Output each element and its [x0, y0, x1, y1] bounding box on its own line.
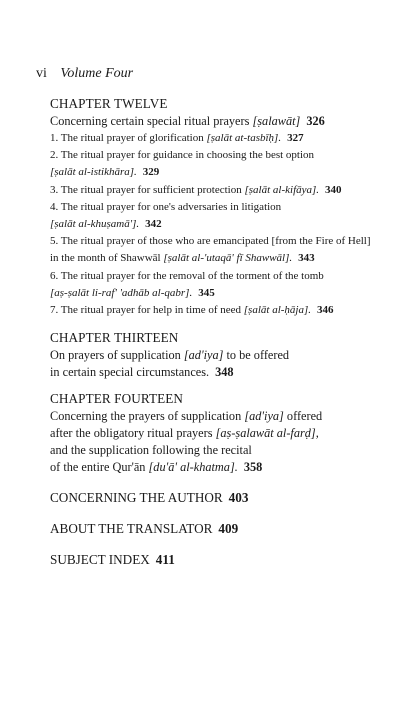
toc-entry-continuation — [50, 164, 400, 181]
entry-term: [du'ā' al-khatma]. — [148, 460, 238, 475]
entry-term: [ṣalāt al-'utaqā' fī Shawwāl]. — [163, 252, 293, 265]
page-number: 326 — [306, 114, 325, 128]
entry-text: in certain special circumstances. — [50, 365, 210, 380]
entry-term: [ad'iya] — [183, 348, 224, 363]
toc-index — [50, 551, 400, 569]
toc-entry-continuation — [50, 285, 400, 302]
entry-term: [ad'iya] — [244, 409, 284, 424]
toc-entry-continuation — [50, 216, 400, 233]
page-number: 409 — [218, 521, 239, 537]
entry-text: ABOUT THE TRANSLATOR — [50, 521, 213, 537]
chapter-heading: CHAPTER TWELVE — [50, 96, 168, 111]
page-folio: vi — [36, 66, 47, 81]
entry-text: SUBJECT INDEX — [50, 552, 150, 568]
entry-text: Concerning the prayers of supplication — [50, 409, 245, 424]
page-number: 346 — [317, 304, 334, 317]
entry-text: after the obligatory ritual prayers — [50, 426, 216, 441]
entry-text: and the supplication following the recital — [50, 443, 252, 458]
entry-text: 1. The ritual prayer of glorification — [50, 132, 207, 144]
volume-title: Volume Four — [60, 66, 134, 81]
entry-text: 5. The ritual prayer of those who are emancipated [from the Fire of Hell] — [50, 235, 371, 248]
toc-entry — [50, 268, 400, 285]
toc-entry — [50, 130, 400, 147]
entry-text: offered — [283, 409, 323, 424]
running-head — [36, 66, 133, 82]
page-number: 340 — [325, 183, 342, 196]
page-number: 345 — [198, 286, 215, 299]
toc-entry — [50, 302, 400, 319]
toc-entry-continuation — [50, 459, 400, 476]
toc-entry — [50, 347, 400, 364]
page-number: 348 — [215, 365, 234, 380]
entry-term: [ṣalāt al-kifāya]. — [244, 183, 320, 196]
page-number: 358 — [243, 460, 263, 475]
toc-entry — [50, 199, 400, 216]
entry-text: of the entire Qur'ān — [50, 460, 149, 475]
toc-entry — [50, 408, 400, 425]
page-number: 327 — [287, 132, 304, 144]
entry-text: 6. The ritual prayer for the removal of the torment of the tomb — [50, 269, 324, 282]
toc-entry-continuation — [50, 250, 400, 267]
toc-entry-continuation — [50, 425, 400, 442]
page-number: 343 — [298, 252, 315, 265]
chapter-thirteen — [50, 329, 400, 381]
page-number: 411 — [155, 552, 175, 568]
toc-translator — [50, 520, 400, 538]
toc-entry-continuation — [50, 442, 400, 459]
chapter-heading: CHAPTER FOURTEEN — [50, 391, 184, 407]
page-number: 403 — [228, 490, 249, 506]
entry-term: [aṣ-ṣalāt li-raf' 'adhāb al-qabr]. — [50, 286, 193, 299]
entry-text: in the month of Shawwāl — [50, 252, 164, 265]
entry-text: On prayers of supplication — [50, 348, 184, 363]
chapter-twelve — [50, 95, 400, 319]
page-number: 342 — [145, 218, 162, 231]
table-of-contents — [50, 95, 400, 569]
entry-term: [ṣalāt al-khuṣamā']. — [50, 218, 140, 231]
toc-author — [50, 489, 400, 507]
entry-term: [ṣalāt at-tasbīḥ]. — [206, 132, 282, 144]
chapter-fourteen — [50, 390, 400, 476]
entry-text: Concerning certain special ritual prayers — [50, 114, 253, 128]
entry-text: 3. The ritual prayer for sufficient protection — [50, 183, 245, 196]
toc-entry — [50, 233, 400, 250]
toc-entry-continuation — [50, 364, 400, 381]
page-number: 329 — [142, 166, 160, 179]
entry-term: [ṣalāt al-ḥāja]. — [243, 304, 311, 317]
toc-entry — [50, 147, 400, 164]
entry-term: [ṣalāt al-istikhāra]. — [50, 166, 137, 179]
entry-text: 2. The ritual prayer for guidance in choosing the best option — [50, 149, 315, 162]
entry-text: 7. The ritual prayer for help in time of need — [50, 304, 244, 317]
entry-text: CONCERNING THE AUTHOR — [50, 490, 223, 506]
entry-term: [aṣ-ṣalawāt al-farḍ], — [215, 426, 319, 441]
entry-text: 4. The ritual prayer for one's adversaries in litigation — [50, 200, 282, 213]
toc-entry — [50, 182, 400, 199]
toc-entry — [50, 113, 400, 130]
entry-text: to be offered — [223, 348, 290, 363]
chapter-heading: CHAPTER THIRTEEN — [50, 330, 179, 346]
entry-term: [ṣalawāt] — [252, 114, 301, 128]
